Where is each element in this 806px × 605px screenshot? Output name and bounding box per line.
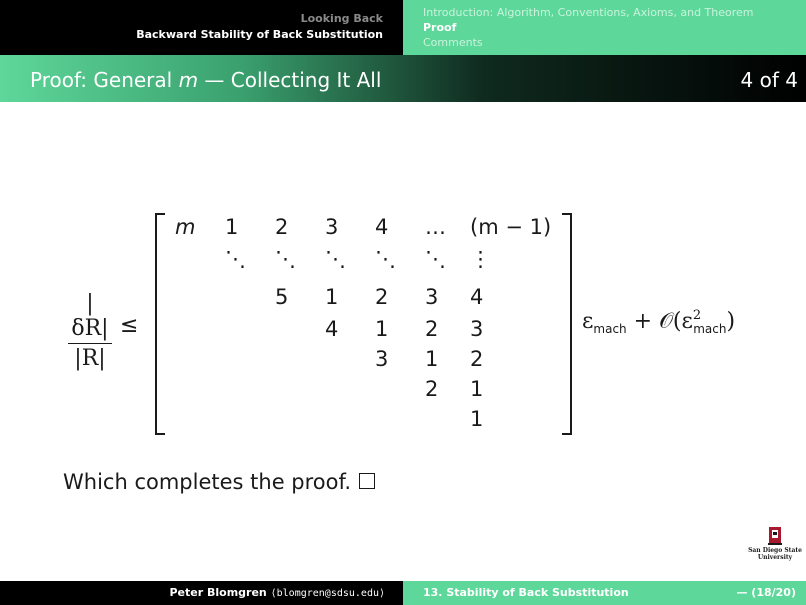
frame-title-bar — [0, 55, 806, 102]
matrix-left-bracket — [155, 213, 165, 435]
footer-right — [403, 581, 806, 605]
footer-page-number: — (18/20) — [736, 586, 796, 599]
matrix-cell: 2 — [425, 377, 439, 401]
sdsu-shield-icon — [768, 527, 782, 547]
toc-item[interactable]: Proof — [423, 21, 457, 34]
matrix-cell: 3 — [375, 347, 389, 371]
matrix-cell: 2 — [275, 215, 289, 239]
footer-left — [0, 581, 403, 605]
matrix-cell: 4 — [375, 215, 389, 239]
conclusion-text: Which completes the proof. — [63, 470, 375, 494]
qed-symbol — [359, 473, 375, 489]
equation — [60, 205, 800, 440]
rhs-expression: $\varepsilon_{mach}$ + $𝒪(\varepsilon^2_{mach})$ — [582, 308, 736, 336]
toc-list — [423, 5, 754, 50]
matrix-cell: ⋮ — [470, 247, 491, 271]
matrix-cell: 4 — [470, 285, 484, 309]
matrix-cell: 4 — [325, 317, 339, 341]
header-left-panel — [0, 0, 403, 55]
lhs-numerator: |δR| — [68, 291, 112, 344]
matrix-cell: m — [175, 215, 196, 239]
matrix-cell: ⋱ — [375, 247, 396, 271]
footer-author: Peter Blomgren ⟨blomgren@sdsu.edu⟩ — [169, 586, 385, 599]
frame-page-indicator: 4 of 4 — [740, 68, 798, 92]
relation-symbol: ≤ — [120, 313, 139, 338]
matrix-cell: ⋱ — [275, 247, 296, 271]
lhs-denominator: |R| — [74, 346, 106, 371]
header-toc-panel — [403, 0, 806, 55]
matrix-cell: 1 — [470, 407, 484, 431]
footer-talk-title: 13. Stability of Back Substitution — [423, 586, 629, 599]
lhs-fraction — [68, 291, 112, 371]
matrix-cell: 1 — [425, 347, 439, 371]
matrix-cell: ⋱ — [425, 247, 446, 271]
matrix-cell: … — [425, 215, 446, 239]
matrix-cell: 2 — [375, 285, 389, 309]
matrix-cell: 3 — [325, 215, 339, 239]
matrix-cell: 1 — [225, 215, 239, 239]
nav-previous-section[interactable]: Looking Back — [300, 12, 383, 25]
matrix-cell: 3 — [425, 285, 439, 309]
matrix-cell: 2 — [425, 317, 439, 341]
matrix-cell: 2 — [470, 347, 484, 371]
matrix-cell: 3 — [470, 317, 484, 341]
university-logo: San Diego State University — [744, 527, 806, 567]
matrix-cell: 1 — [375, 317, 389, 341]
matrix-right-bracket — [562, 213, 572, 435]
matrix-cell: 1 — [470, 377, 484, 401]
matrix-cell: 1 — [325, 285, 339, 309]
matrix-cell: (m − 1) — [470, 215, 552, 239]
toc-item[interactable]: Introduction: Algorithm, Conventions, Axioms, and Theorem — [423, 6, 754, 19]
nav-current-section[interactable]: Backward Stability of Back Substitution — [136, 28, 383, 41]
matrix-cell: ⋱ — [225, 247, 246, 271]
frame-title: Proof: General m — Collecting It All — [30, 68, 382, 92]
toc-item[interactable]: Comments — [423, 36, 483, 49]
matrix-cell: 5 — [275, 285, 289, 309]
matrix-cell: ⋱ — [325, 247, 346, 271]
